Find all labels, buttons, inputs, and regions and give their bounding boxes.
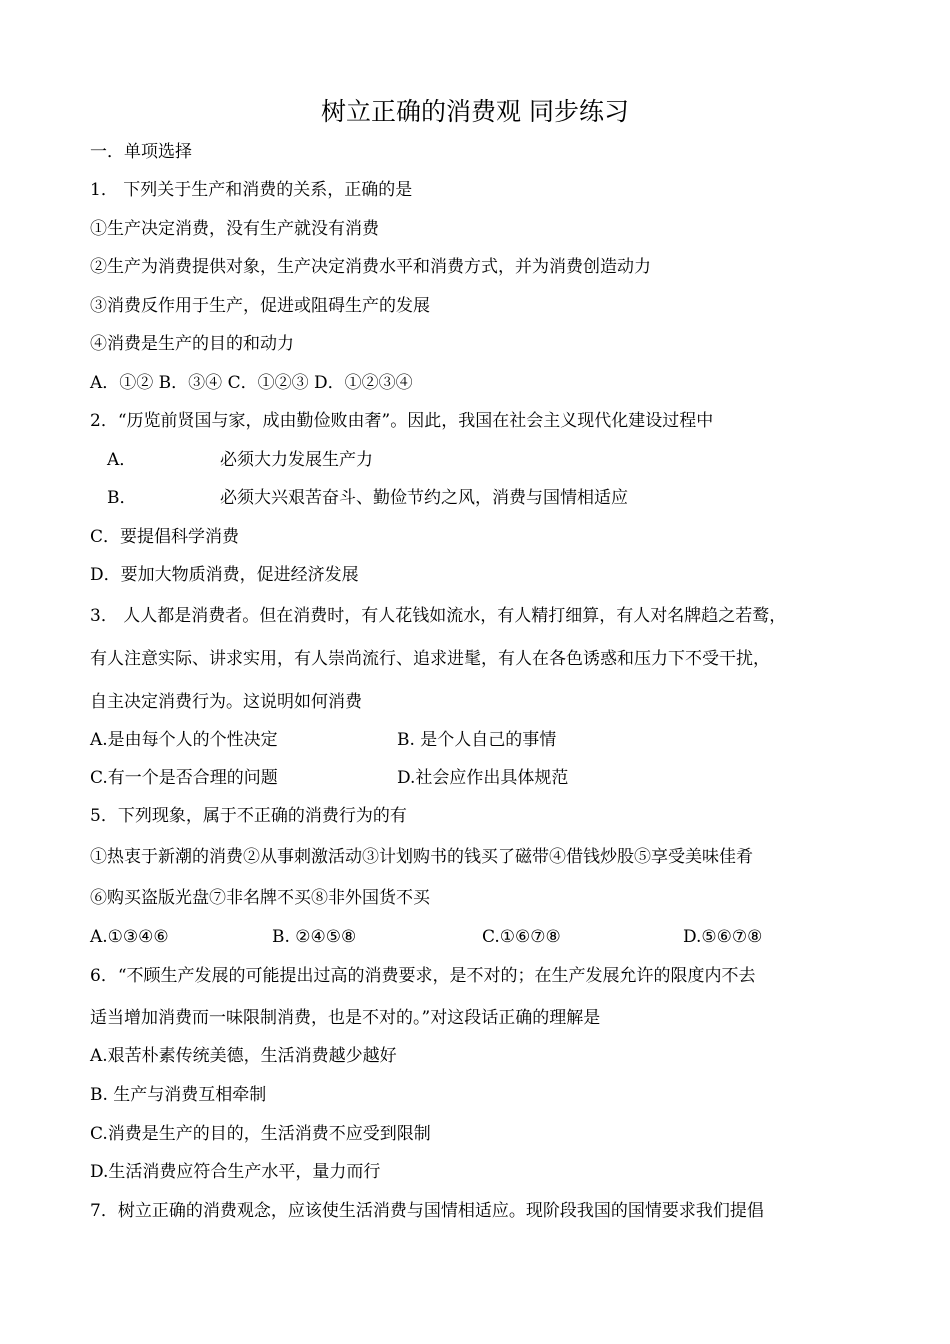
question-5-option-d: D.⑤⑥⑦⑧: [683, 927, 763, 947]
question-6-option-c: C.消费是生产的目的，生活消费不应受到限制: [90, 1124, 431, 1144]
question-6-option-d: D.生活消费应符合生产水平，量力而行: [90, 1162, 381, 1182]
question-3-stem-line-3: 自主决定消费行为。这说明如何消费: [90, 692, 362, 712]
question-3-stem-line-1: 3． 人人都是消费者。但在消费时，有人花钱如流水，有人精打细算，有人对名牌趋之若鹜，: [90, 606, 787, 626]
question-6-stem-line-2: 适当增加消费而一味限制消费，也是不对的。”对这段话正确的理解是: [90, 1008, 601, 1028]
question-2-option-b-text: 必须大兴艰苦奋斗、勤俭节约之风，消费与国情相适应: [220, 488, 628, 508]
question-3-option-d: D.社会应作出具体规范: [397, 768, 569, 788]
question-5-items-line-1: ①热衷于新潮的消费②从事刺激活动③计划购书的钱买了磁带④借钱炒股⑤享受美味佳肴: [90, 847, 753, 867]
document-title: 树立正确的消费观 同步练习: [321, 97, 629, 126]
question-2-option-c: C．要提倡科学消费: [90, 527, 240, 547]
question-6-option-a: A.艰苦朴素传统美德，生活消费越少越好: [90, 1046, 397, 1066]
question-1-options: A．①② B．③④ C．①②③ D．①②③④: [90, 373, 413, 393]
question-1-item-3: ③消费反作用于生产，促进或阻碍生产的发展: [90, 296, 430, 316]
question-1-stem: 1． 下列关于生产和消费的关系，正确的是: [90, 180, 413, 200]
question-1-item-1: ①生产决定消费，没有生产就没有消费: [90, 219, 379, 239]
section-heading: 一．单项选择: [90, 142, 192, 162]
question-5-option-b: B. ②④⑤⑧: [272, 927, 357, 947]
question-3-option-b: B. 是个人自己的事情: [397, 730, 557, 750]
question-3-option-c: C.有一个是否合理的问题: [90, 768, 278, 788]
question-5-option-c: C.①⑥⑦⑧: [482, 927, 561, 947]
question-2-option-d: D．要加大物质消费，促进经济发展: [90, 565, 359, 585]
question-2-stem: 2．“历览前贤国与家，成由勤俭败由奢”。因此，我国在社会主义现代化建设过程中: [90, 411, 714, 431]
question-7-stem: 7．树立正确的消费观念，应该使生活消费与国情相适应。现阶段我国的国情要求我们提倡: [90, 1201, 764, 1221]
question-5-stem: 5．下列现象，属于不正确的消费行为的有: [90, 806, 407, 826]
question-2-option-a-text: 必须大力发展生产力: [220, 450, 373, 470]
question-5-option-a: A.①③④⑥: [90, 927, 169, 947]
question-6-stem-line-1: 6．“不顾生产发展的可能提出过高的消费要求，是不对的；在生产发展允许的限度内不去: [90, 966, 756, 986]
question-3-option-a: A.是由每个人的个性决定: [90, 730, 278, 750]
question-3-stem-line-2: 有人注意实际、讲求实用，有人崇尚流行、追求进髦，有人在各色诱惑和压力下不受干扰，: [90, 649, 770, 669]
question-1-item-2: ②生产为消费提供对象，生产决定消费水平和消费方式，并为消费创造动力: [90, 257, 651, 277]
question-2-option-a-label: A．: [107, 450, 137, 470]
question-2-option-b-label: B．: [107, 488, 137, 508]
question-1-item-4: ④消费是生产的目的和动力: [90, 334, 294, 354]
question-6-option-b: B. 生产与消费互相牵制: [90, 1085, 267, 1105]
question-5-items-line-2: ⑥购买盗版光盘⑦非名牌不买⑧非外国货不买: [90, 888, 430, 908]
